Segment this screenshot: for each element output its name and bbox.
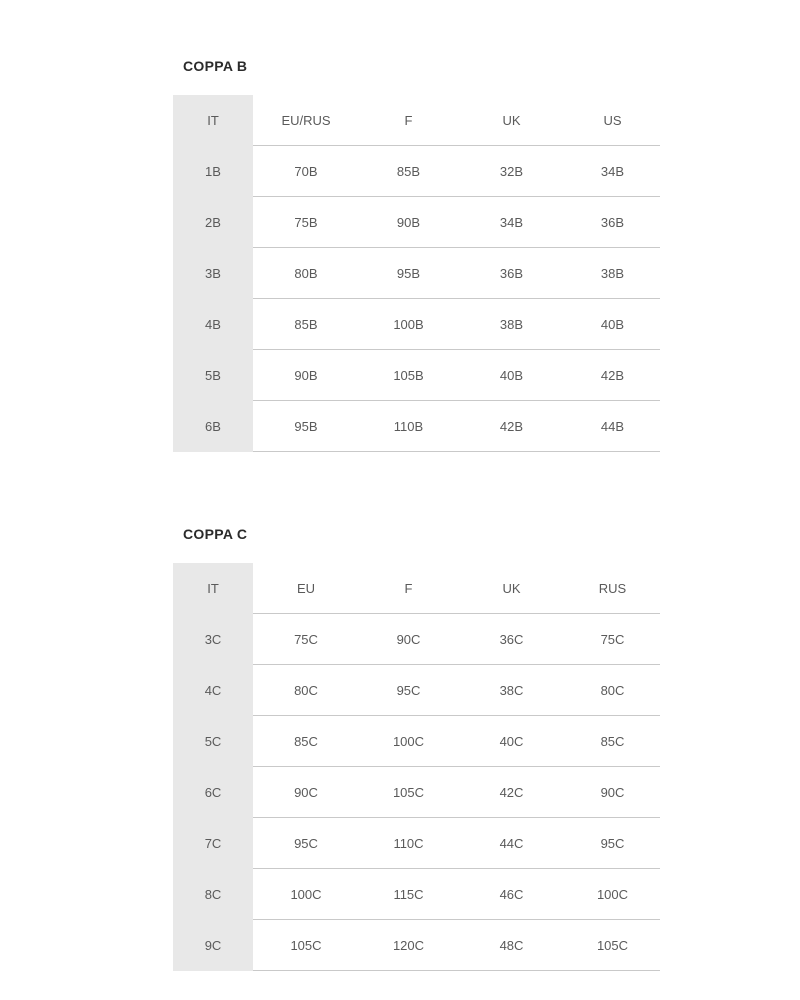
size-table-coppa-b [173, 95, 660, 452]
size-cell: 90C [359, 614, 458, 665]
table-row [173, 767, 660, 818]
it-size-cell: 5C [173, 716, 253, 767]
it-size-cell: 2B [173, 197, 253, 248]
size-cell: 105C [359, 767, 458, 818]
size-cell: 42B [565, 350, 660, 401]
column-header: EU [253, 563, 359, 614]
size-cell: 90B [253, 350, 359, 401]
it-size-cell: 5B [173, 350, 253, 401]
size-cell: 120C [359, 920, 458, 971]
size-cell: 100C [359, 716, 458, 767]
it-size-cell: 8C [173, 869, 253, 920]
size-cell: 95C [565, 818, 660, 869]
column-header: F [359, 95, 458, 146]
size-cell: 90C [253, 767, 359, 818]
table-header-row [173, 95, 660, 146]
size-cell: 42C [458, 767, 565, 818]
size-cell: 34B [565, 146, 660, 197]
it-size-cell: 6B [173, 401, 253, 452]
column-header: UK [458, 563, 565, 614]
size-cell: 38B [565, 248, 660, 299]
it-size-cell: 4B [173, 299, 253, 350]
size-cell: 46C [458, 869, 565, 920]
size-cell: 100B [359, 299, 458, 350]
table-row [173, 716, 660, 767]
size-cell: 105C [565, 920, 660, 971]
size-cell: 44B [565, 401, 660, 452]
size-cell: 75C [565, 614, 660, 665]
size-cell: 105C [253, 920, 359, 971]
size-cell: 85C [565, 716, 660, 767]
section-title: COPPA C [183, 526, 248, 542]
table-row [173, 401, 660, 452]
column-header: IT [173, 95, 253, 146]
table-row [173, 146, 660, 197]
table-row [173, 299, 660, 350]
table-row [173, 818, 660, 869]
size-table-coppa-c [173, 563, 660, 971]
size-cell: 80C [253, 665, 359, 716]
size-cell: 75C [253, 614, 359, 665]
it-size-cell: 9C [173, 920, 253, 971]
size-cell: 90C [565, 767, 660, 818]
size-cell: 36C [458, 614, 565, 665]
it-size-cell: 1B [173, 146, 253, 197]
size-cell: 85B [253, 299, 359, 350]
size-cell: 105B [359, 350, 458, 401]
size-cell: 38C [458, 665, 565, 716]
it-size-cell: 7C [173, 818, 253, 869]
size-cell: 95B [359, 248, 458, 299]
size-cell: 36B [458, 248, 565, 299]
size-cell: 100C [253, 869, 359, 920]
size-cell: 80B [253, 248, 359, 299]
table-row [173, 920, 660, 971]
size-cell: 70B [253, 146, 359, 197]
column-header: US [565, 95, 660, 146]
it-size-cell: 3C [173, 614, 253, 665]
it-size-cell: 6C [173, 767, 253, 818]
table-row [173, 665, 660, 716]
column-header: RUS [565, 563, 660, 614]
size-cell: 32B [458, 146, 565, 197]
size-cell: 95C [253, 818, 359, 869]
size-cell: 110B [359, 401, 458, 452]
size-cell: 75B [253, 197, 359, 248]
it-size-cell: 4C [173, 665, 253, 716]
size-cell: 34B [458, 197, 565, 248]
column-header: UK [458, 95, 565, 146]
table-row [173, 248, 660, 299]
size-cell: 95C [359, 665, 458, 716]
column-header: IT [173, 563, 253, 614]
table-row [173, 350, 660, 401]
table-row [173, 197, 660, 248]
size-cell: 115C [359, 869, 458, 920]
size-cell: 40B [565, 299, 660, 350]
size-cell: 100C [565, 869, 660, 920]
size-cell: 40B [458, 350, 565, 401]
size-cell: 95B [253, 401, 359, 452]
size-cell: 40C [458, 716, 565, 767]
column-header: EU/RUS [253, 95, 359, 146]
size-cell: 90B [359, 197, 458, 248]
size-cell: 44C [458, 818, 565, 869]
size-cell: 42B [458, 401, 565, 452]
size-cell: 110C [359, 818, 458, 869]
section-title: COPPA B [183, 58, 248, 74]
table-row [173, 614, 660, 665]
column-header: F [359, 563, 458, 614]
size-cell: 36B [565, 197, 660, 248]
size-cell: 38B [458, 299, 565, 350]
size-cell: 85C [253, 716, 359, 767]
size-cell: 85B [359, 146, 458, 197]
it-size-cell: 3B [173, 248, 253, 299]
table-row [173, 869, 660, 920]
table-header-row [173, 563, 660, 614]
size-cell: 48C [458, 920, 565, 971]
size-cell: 80C [565, 665, 660, 716]
